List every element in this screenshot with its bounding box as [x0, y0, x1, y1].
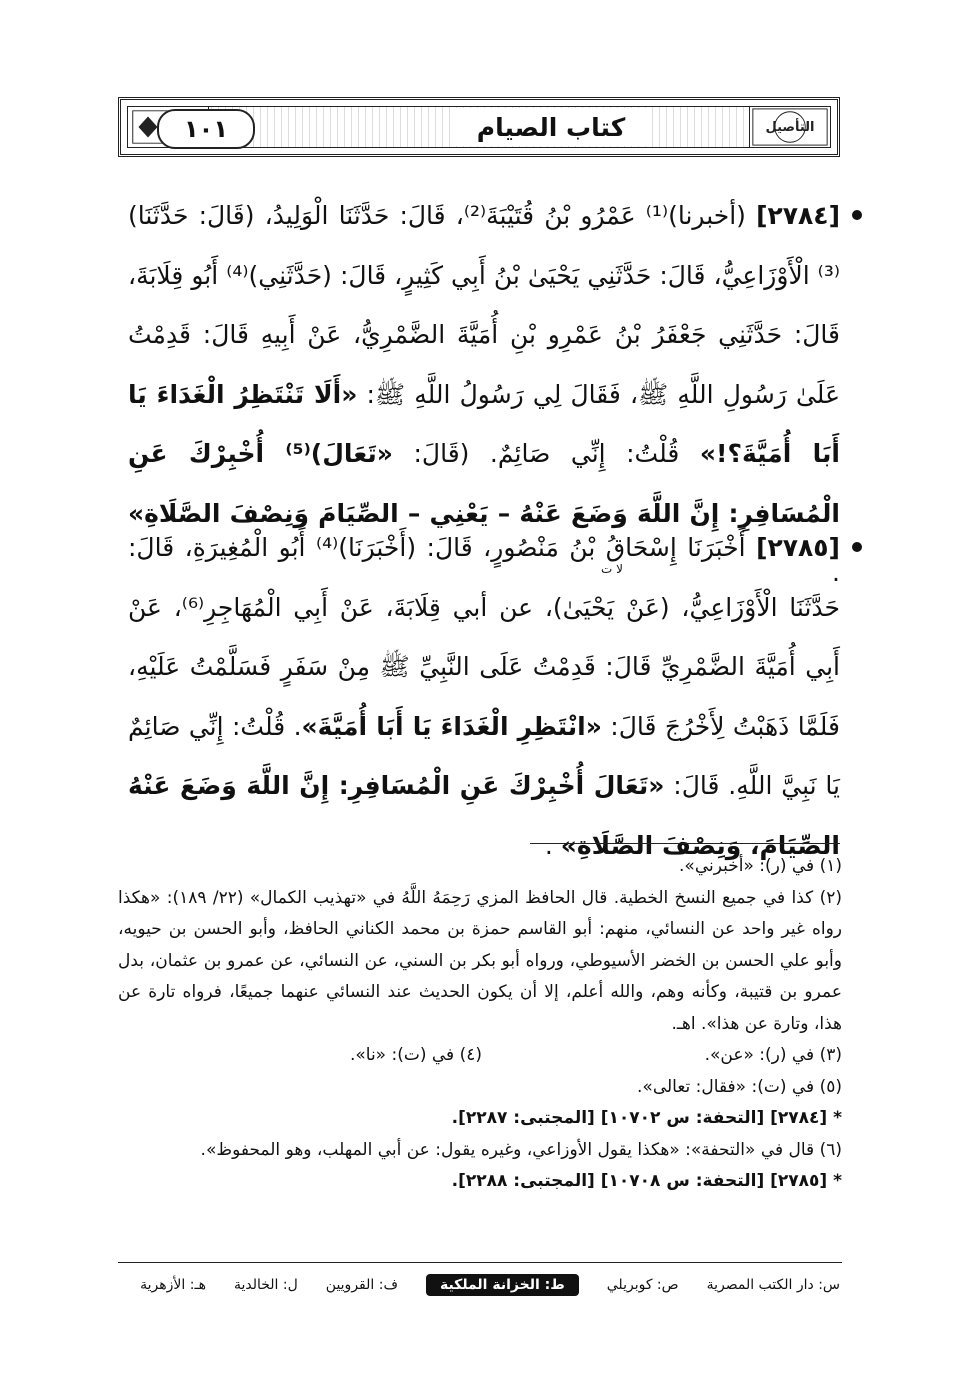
hadith-quote: «انْتَظِرِ الْغَدَاءَ يَا أَبَا أُمَيَّةَ»	[301, 711, 602, 741]
footnote-5: (٥) في (ت): «فقال: تعالى».	[637, 1076, 842, 1097]
variant-marker: لا ت	[600, 561, 623, 576]
hadith-end: .	[832, 558, 840, 587]
bullet-icon	[852, 542, 862, 552]
reference-2784: * [٢٧٨٤] [التحفة: س ١٠٧٠٢] [المجتبى: ٢٢٨٧].	[451, 1108, 842, 1128]
hadith-text: . قُلْتُ: إِنِّي صَائِمٌ يَا نَبِيَّ اللَّهِ. قَالَ:	[128, 711, 840, 800]
legend-ta: ط: الخزانة الملكية	[426, 1274, 579, 1296]
footnotes	[118, 851, 842, 1198]
legend-s: س: دار الكتب المصرية	[706, 1277, 840, 1293]
variant-text: (عَنْ يَحْيَىٰ)	[552, 592, 670, 622]
hadith-text: قُلْتُ: إِنِّي صَائِمٌ. (قَالَ:	[413, 439, 680, 468]
footnote-3: (٣) في (ر): «عن».	[704, 1045, 842, 1065]
legend-lam: ل: الخالدية	[233, 1277, 298, 1293]
footnote-6: (٦) قال في «التحفة»: «هكذا يقول الأوزاعي، وغيره يقول: عن أبي المهلب، وهو المحفوظ».	[200, 1139, 842, 1160]
footnote-1: (١) في (ر): «أخبرني».	[679, 856, 842, 876]
footnote-divider	[530, 843, 840, 844]
hadith-isnad: أَخْبَرَنَا إِسْحَاقُ بْنُ مَنْصُورٍ، قَالَ: (أَخْبَرَنَا)⁽⁴⁾ أَبُو الْمُغِيرَةِ، قَالَ: حَدَّثَنَا الْأَوْزَاعِيُّ،	[128, 533, 840, 622]
hadith-quote: «تَعَالَ أُخْبِرْكَ عَنِ الْمُسَافِرِ: إِنَّ اللَّهَ وَضَعَ عَنْهُ الصِّيَامَ، وَنِصْفَ الصَّلَاةِ»	[128, 771, 840, 860]
reference-2785: * [٢٧٨٥] [التحفة: س ١٠٧٠٨] [المجتبى: ٢٢٨٨].	[451, 1171, 842, 1191]
page-header	[118, 97, 840, 157]
legend-ha: هـ: الأزهرية	[140, 1277, 206, 1293]
hadith-quote: «أَلَا تَنْتَظِرُ الْغَدَاءَ يَا أَبَا أُمَيَّةَ؟!»	[128, 379, 840, 468]
manuscript-legend	[110, 1271, 840, 1299]
legend-fa: ف: القرويين	[325, 1277, 398, 1293]
hadith-isnad: (أخبرنا)⁽¹⁾ عَمْرُو بْنُ قُتَيْبَةَ⁽²⁾، قَالَ: حَدَّثَنَا الْوَلِيدُ، (قَالَ: حَدَّثَنَا)⁽³⁾ الْأَوْزَاعِيُّ، قَالَ: حَدَّثَنِي يَحْيَىٰ بْنُ أَبِي كَثِيرٍ، قَالَ: (حَدَّثَنِي)⁽⁴⁾ أَبُو قِلَابَةَ، قَالَ: حَدَّثَنِي جَعْفَرُ بْنُ عَمْرِو بْنِ أُمَيَّةَ الضَّمْرِيُّ، عَنْ أَبِيهِ قَالَ: قَدِمْتُ عَلَىٰ رَسُولِ اللَّهِ ﷺ، فَقَالَ لِي رَسُولُ اللَّهِ ﷺ:	[128, 201, 840, 409]
hadith-number: [٢٧٨٥]	[756, 533, 840, 562]
chapter-title: كتاب الصيام	[451, 108, 651, 146]
hadith-text: ، عن أبي قِلَابَةَ، عَنْ أَبِي الْمُهَاجِرِ⁽⁶⁾، عَنْ أَبِي أُمَيَّةَ الضَّمْرِيِّ قَالَ: قَدِمْتُ عَلَى النَّبِيِّ ﷺ مِنْ سَفَرٍ فَسَلَّمْتُ عَلَيْهِ، فَلَمَّا ذَهَبْتُ لِأَخْرُجَ قَالَ:	[128, 592, 840, 741]
hadith-end: .	[544, 830, 553, 860]
footnote-4: (٤) في (ت): «نا».	[349, 1045, 482, 1065]
bullet-icon	[852, 210, 862, 220]
hadith-2785	[128, 518, 840, 875]
footnote-pair	[118, 1040, 842, 1072]
variant-word	[552, 561, 670, 622]
legend-divider	[118, 1262, 842, 1263]
page-number: ١٠١	[157, 109, 255, 149]
hadith-quote: «تَعَالَ)⁽⁵⁾ أُخْبِرْكَ عَنِ الْمُسَافِرِ: إِنَّ اللَّهَ وَضَعَ عَنْهُ – يَعْنِي – الصِّيَامَ وَنِصْفَ الصَّلَاةِ»	[128, 439, 840, 528]
publisher-logo-text: التأصيل	[765, 119, 815, 135]
hadith-number: [٢٧٨٤]	[756, 201, 840, 230]
legend-sad: ص: كوبريلي	[606, 1277, 679, 1293]
footnote-2: (٢) كذا في جميع النسخ الخطية. قال الحافظ المزي رَحِمَهُ اللَّهُ في «تهذيب الكمال» (٢٢/ ١٨٩): «هكذا رواه غير واحد عن النسائي، منهم: أبو القاسم حمزة بن محمد الكناني الحافظ، وأبو الحسن بن حيويه، وأبو علي الحسن بن الخضر الأسيوطي، ورواه أبو بكر بن السني، عن النسائي، عن عمرو بن عثمان، بدل عمرو بن قتيبة، وكأنه وهم، والله أعلم، إلا أن يكون الحديث عند النسائي عنهما جميعًا، فرواه تارة عن هذا، وتارة عن هذا». اهـ.	[118, 887, 842, 1034]
